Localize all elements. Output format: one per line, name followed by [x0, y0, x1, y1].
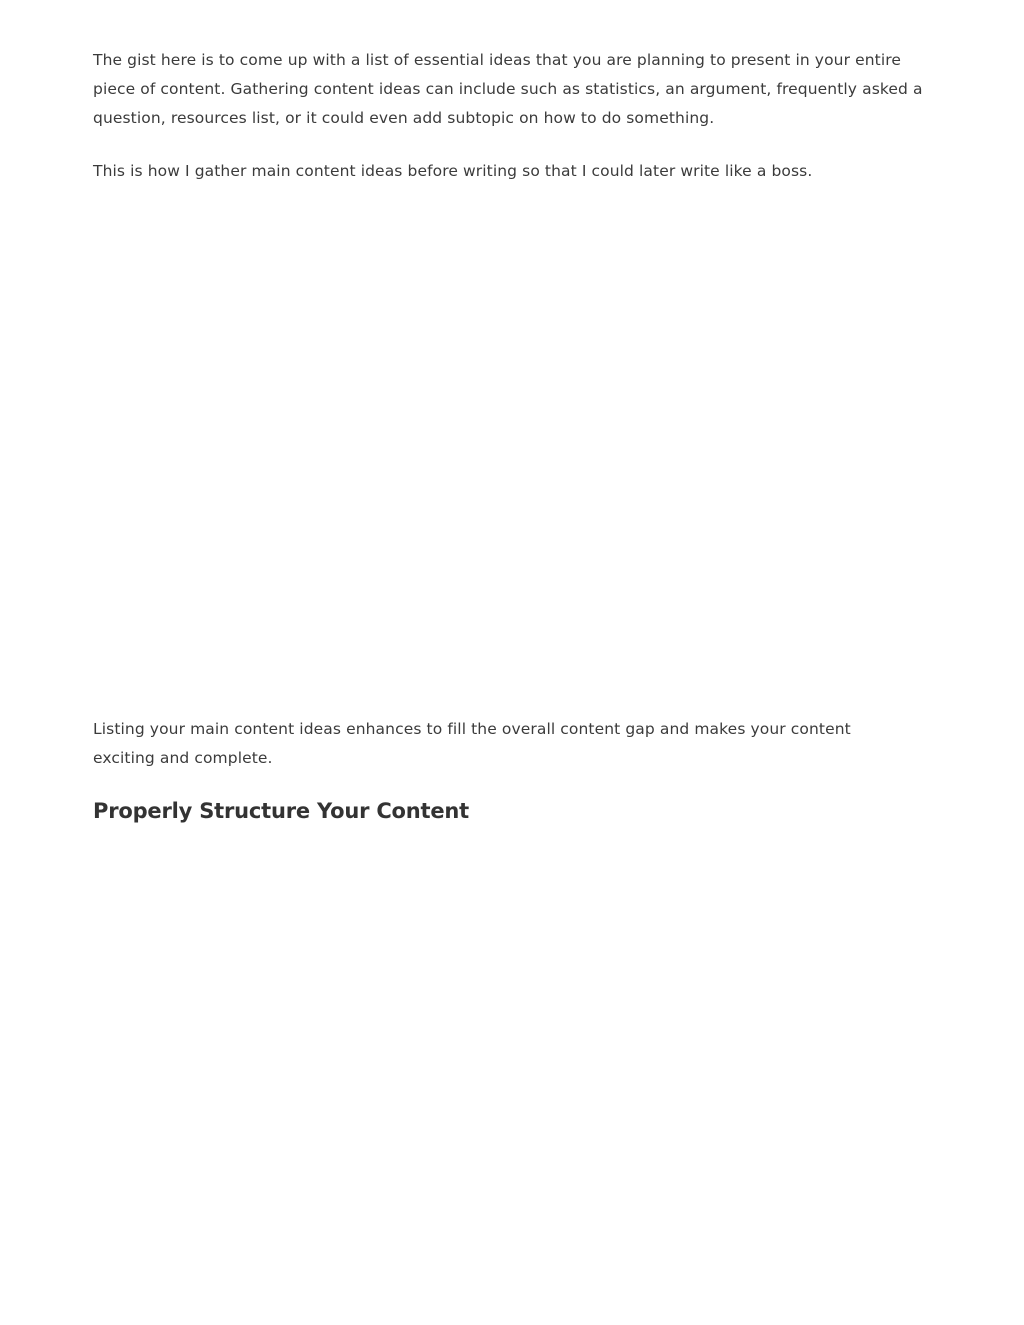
image-placeholder-bottom: [93, 845, 933, 1305]
paragraph-content-gap: Listing your main content ideas enhances to fill the overall content gap and makes your content exciting and complete.: [93, 720, 851, 767]
paragraph-intro: The gist here is to come up with a list of essential ideas that you are planning to present in your entire piece of content. Gathering content ideas can include such as statistics, an argument, frequently asked a question, resources list, or it could even add subtopic on how to do something.: [93, 51, 923, 127]
section-heading: Properly Structure Your Content: [93, 799, 470, 823]
paragraph-gather-ideas: This is how I gather main content ideas before writing so that I could later write like a boss.: [93, 162, 813, 180]
image-placeholder: [93, 205, 933, 700]
